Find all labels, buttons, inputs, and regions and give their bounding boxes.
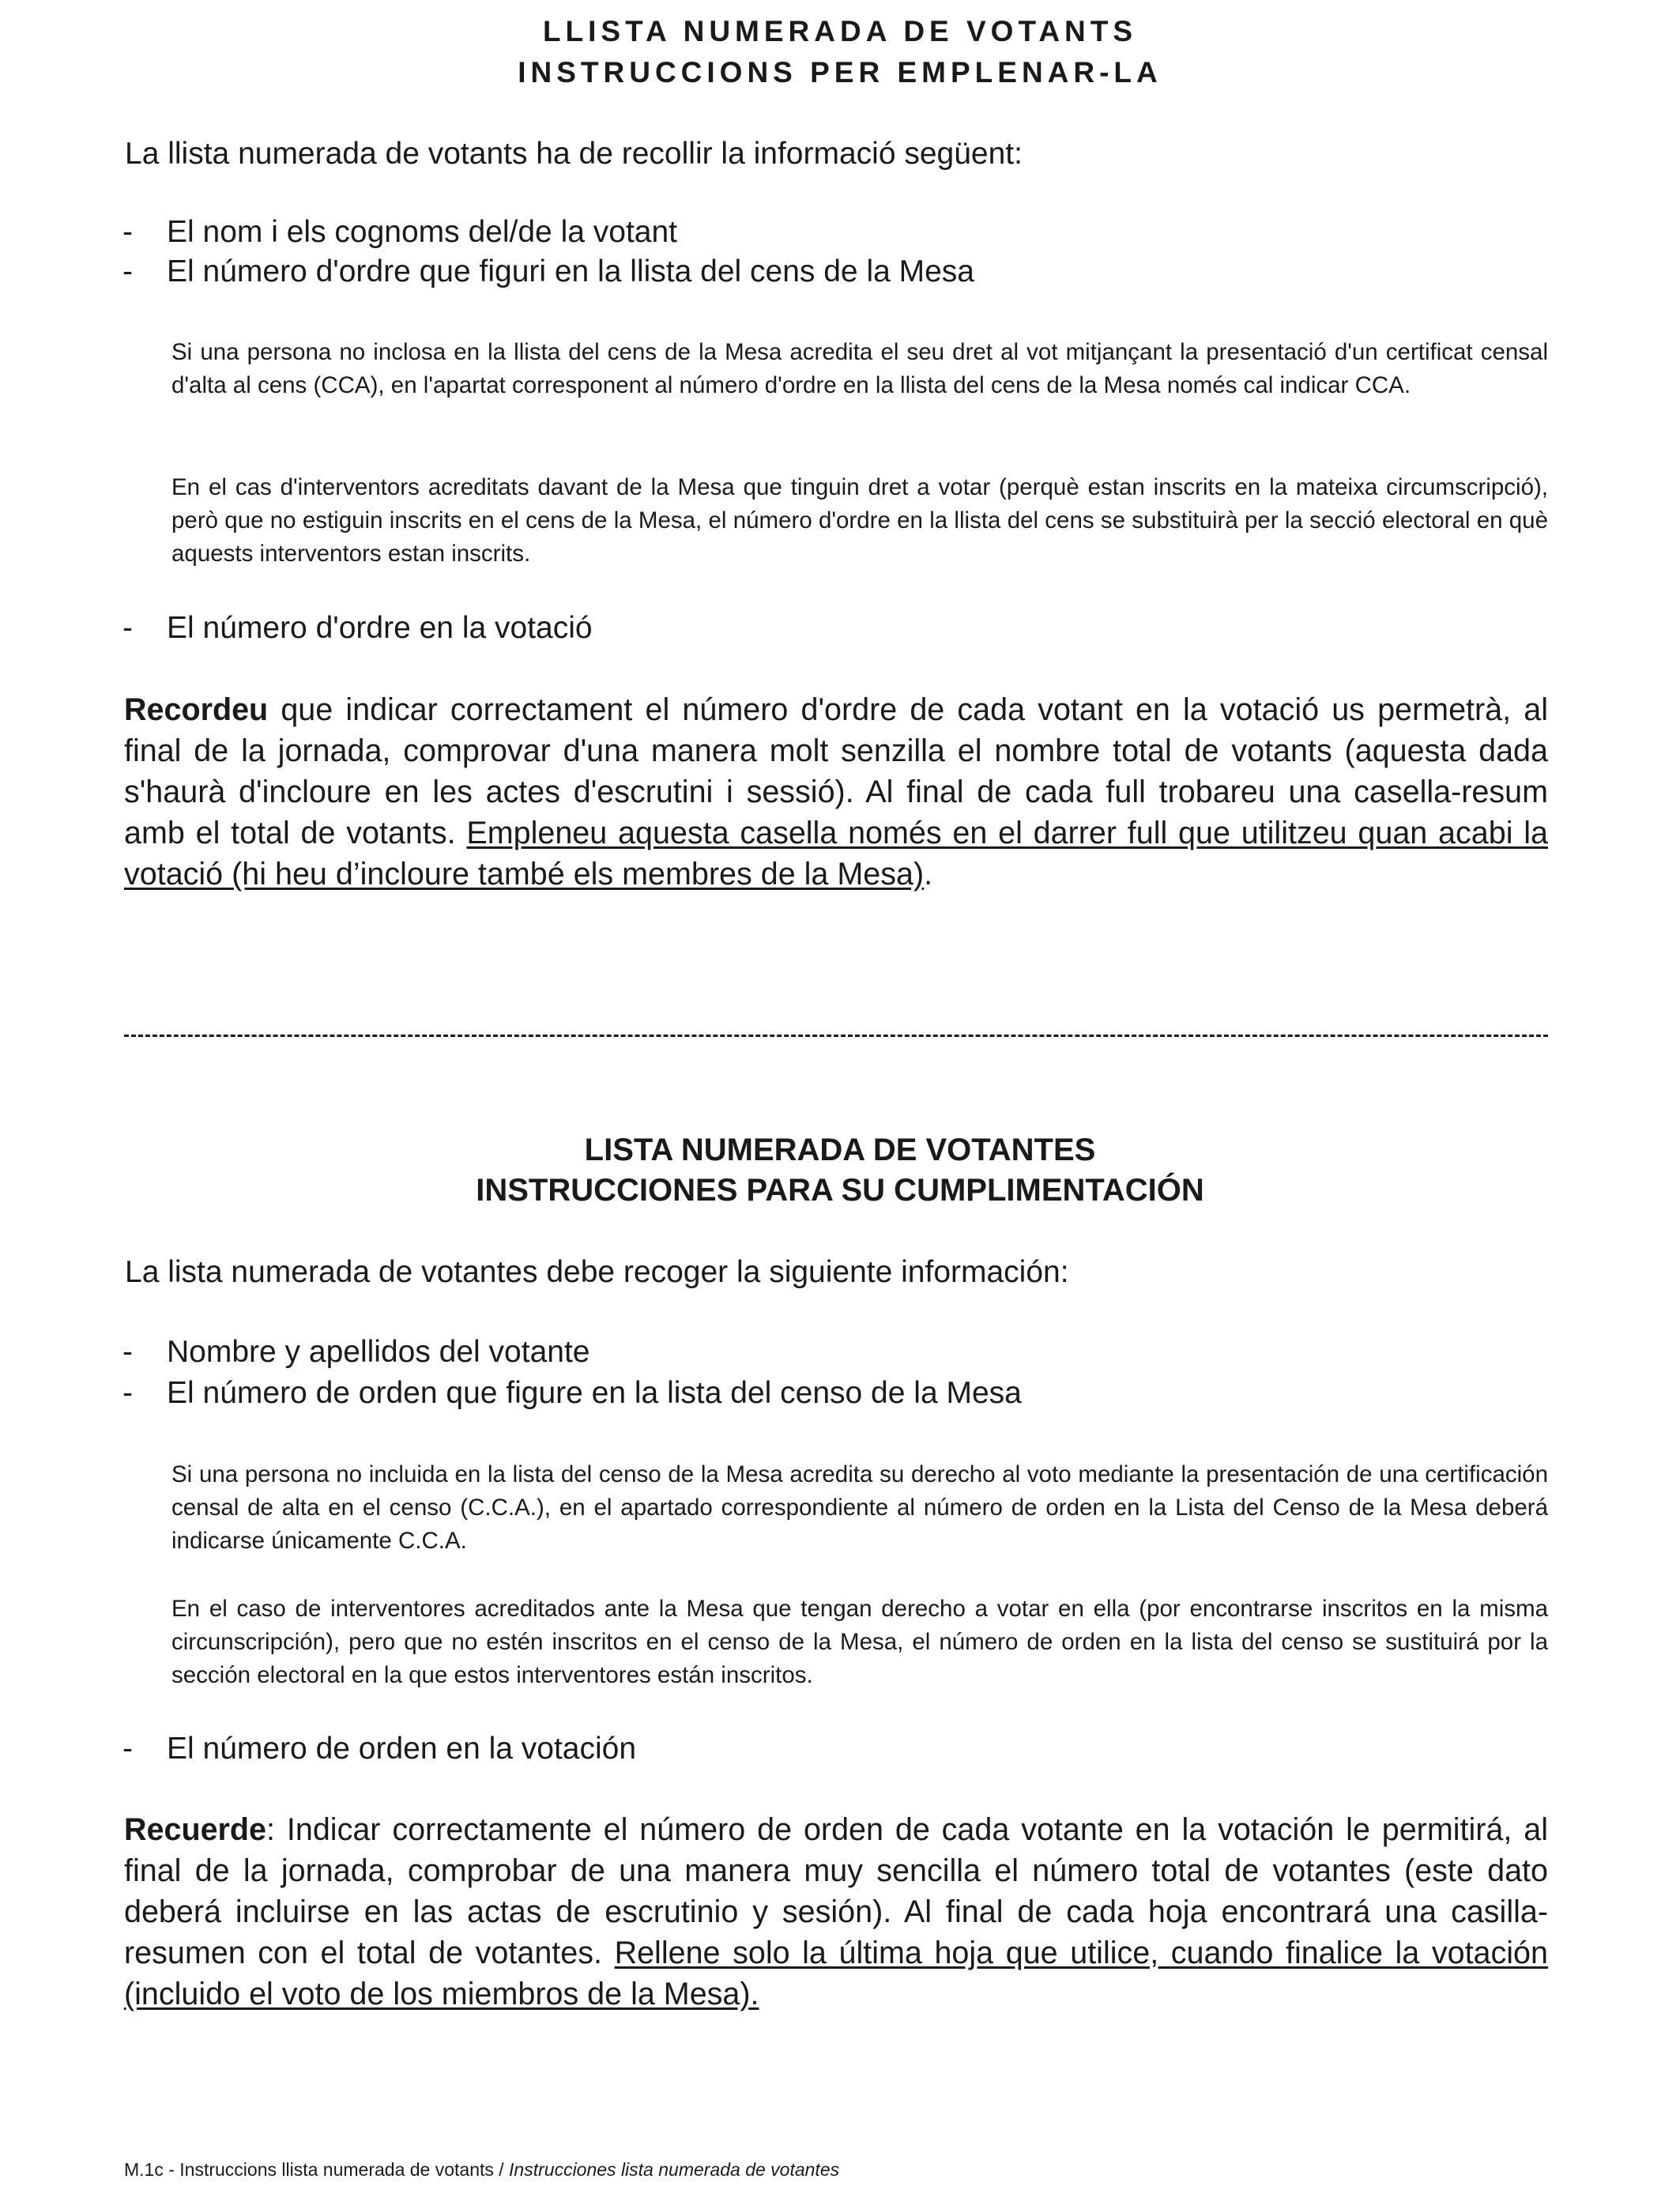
reminder-spanish (124, 1809, 1548, 2015)
bullet-text: El número d'ordre en la votació (167, 611, 593, 645)
footer-text-catalan: - Instruccions llista numerada de votants / (163, 2159, 510, 2180)
note-spanish-interventors: En el caso de interventores acreditados ante la Mesa que tengan derecho a votar en ella (por encontrarse inscritos en la misma circunscripción), pero que no estén inscritos en el censo de la Mesa, el número de orden en la lista del censo se sustituirá por la sección electoral en la que estos interventores están inscritos. (171, 1596, 1548, 1688)
note-catalan-cca: Si una persona no inclosa en la llista del cens de la Mesa acredita el seu dret al vot mitjançant la presentació d'un certificat censal d'alta al cens (CCA), en l'apartat corresponent al número d'ordre en la llista del cens de la Mesa només cal indicar CCA. (171, 339, 1548, 398)
bullet-catalan-3 (122, 608, 593, 649)
note-catalan-interventors: En el cas d'interventors acreditats davant de la Mesa que tinguin dret a votar (perquè estan inscrits en la mateixa circumscripció), però que no estiguin inscrits en el cens de la Mesa, el número d'ordre en la llista del cens se substituirà per la secció electoral en què aquests interventors estan inscrits. (171, 474, 1548, 567)
bullet-dash: - (122, 215, 133, 249)
bullet-spanish-3 (122, 1728, 636, 1770)
reminder-bold: Recordeu (124, 692, 269, 727)
title-spanish-line1: LISTA NUMERADA DE VOTANTES (584, 1133, 1096, 1167)
footer-code: M.1c (124, 2159, 164, 2180)
reminder-text: que indicar correctament el número d'ordre de cada votant en la votació us permetrà, al final de la jornada, comprovar d'una manera molt senzilla el nombre total de votants (aquesta dada s'haurà d'incloure en les actes d'escrutini i sessió). Al final de cada full trobareu una casella-resum amb el total de votants. (124, 692, 1548, 850)
reminder-underlined: Rellene solo la última hoja que utilice, cuando finalice la votación (incluido el voto de los miembros de la Mesa). (124, 1936, 1548, 2011)
reminder-underlined: Empleneu aquesta casella només en el darrer full que utilitzeu quan acabi la votació (hi heu d’incloure també els membres de la Mesa) (124, 816, 1548, 892)
bullet-spanish-2 (122, 1373, 1022, 1414)
bullet-dash: - (122, 254, 133, 288)
bullet-catalan-2 (122, 251, 974, 292)
bullet-text: El número de orden que figure en la lista del censo de la Mesa (167, 1376, 1022, 1410)
footer-text-spanish: Instrucciones lista numerada de votantes (509, 2159, 840, 2180)
bullet-dash: - (122, 1335, 133, 1369)
lead-spanish: La lista numerada de votantes debe recoger la siguiente información: (125, 1255, 1069, 1289)
bullet-dash: - (122, 1376, 133, 1410)
bullet-dash: - (122, 1732, 133, 1766)
title-catalan-line2: INSTRUCCIONS PER EMPLENAR-LA (518, 56, 1162, 89)
reminder-end: . (924, 857, 933, 892)
bullet-spanish-1 (122, 1332, 590, 1373)
bullet-text: El número d'ordre que figuri en la llista del cens de la Mesa (167, 254, 974, 288)
bullet-text: El número de orden en la votación (167, 1732, 637, 1766)
bullet-dash: - (122, 611, 133, 645)
note-spanish-cca: Si una persona no incluida en la lista del censo de la Mesa acredita su derecho al voto mediante la presentación de una certificación censal de alta en el censo (C.C.A.), en el apartado correspondiente al número de orden en la Lista del Censo de la Mesa deberá indicarse únicamente C.C.A. (171, 1461, 1548, 1554)
bullet-text: El nom i els cognoms del/de la votant (167, 215, 678, 249)
bullet-text: Nombre y apellidos del votante (167, 1335, 590, 1369)
bullet-catalan-1 (122, 212, 677, 253)
page-footer (124, 2158, 839, 2181)
reminder-catalan (124, 689, 1548, 895)
title-catalan-line1: LLISTA NUMERADA DE VOTANTS (542, 15, 1138, 47)
reminder-text: : Indicar correctamente el número de orden de cada votante en la votación le permitirá, al final de la jornada, comprobar de una manera muy sencilla el número total de votantes (este dato deberá incluirse en las actas de escrutinio y sesión). Al final de cada hoja encontrará una casilla-resumen con el total de votantes. (124, 1812, 1548, 1970)
title-spanish-line2: INSTRUCCIONES PARA SU CUMPLIMENTACIÓN (476, 1173, 1204, 1208)
separator-line (124, 1035, 1548, 1039)
lead-catalan: La llista numerada de votants ha de recollir la informació següent: (125, 137, 1023, 171)
reminder-bold: Recuerde (124, 1812, 267, 1847)
